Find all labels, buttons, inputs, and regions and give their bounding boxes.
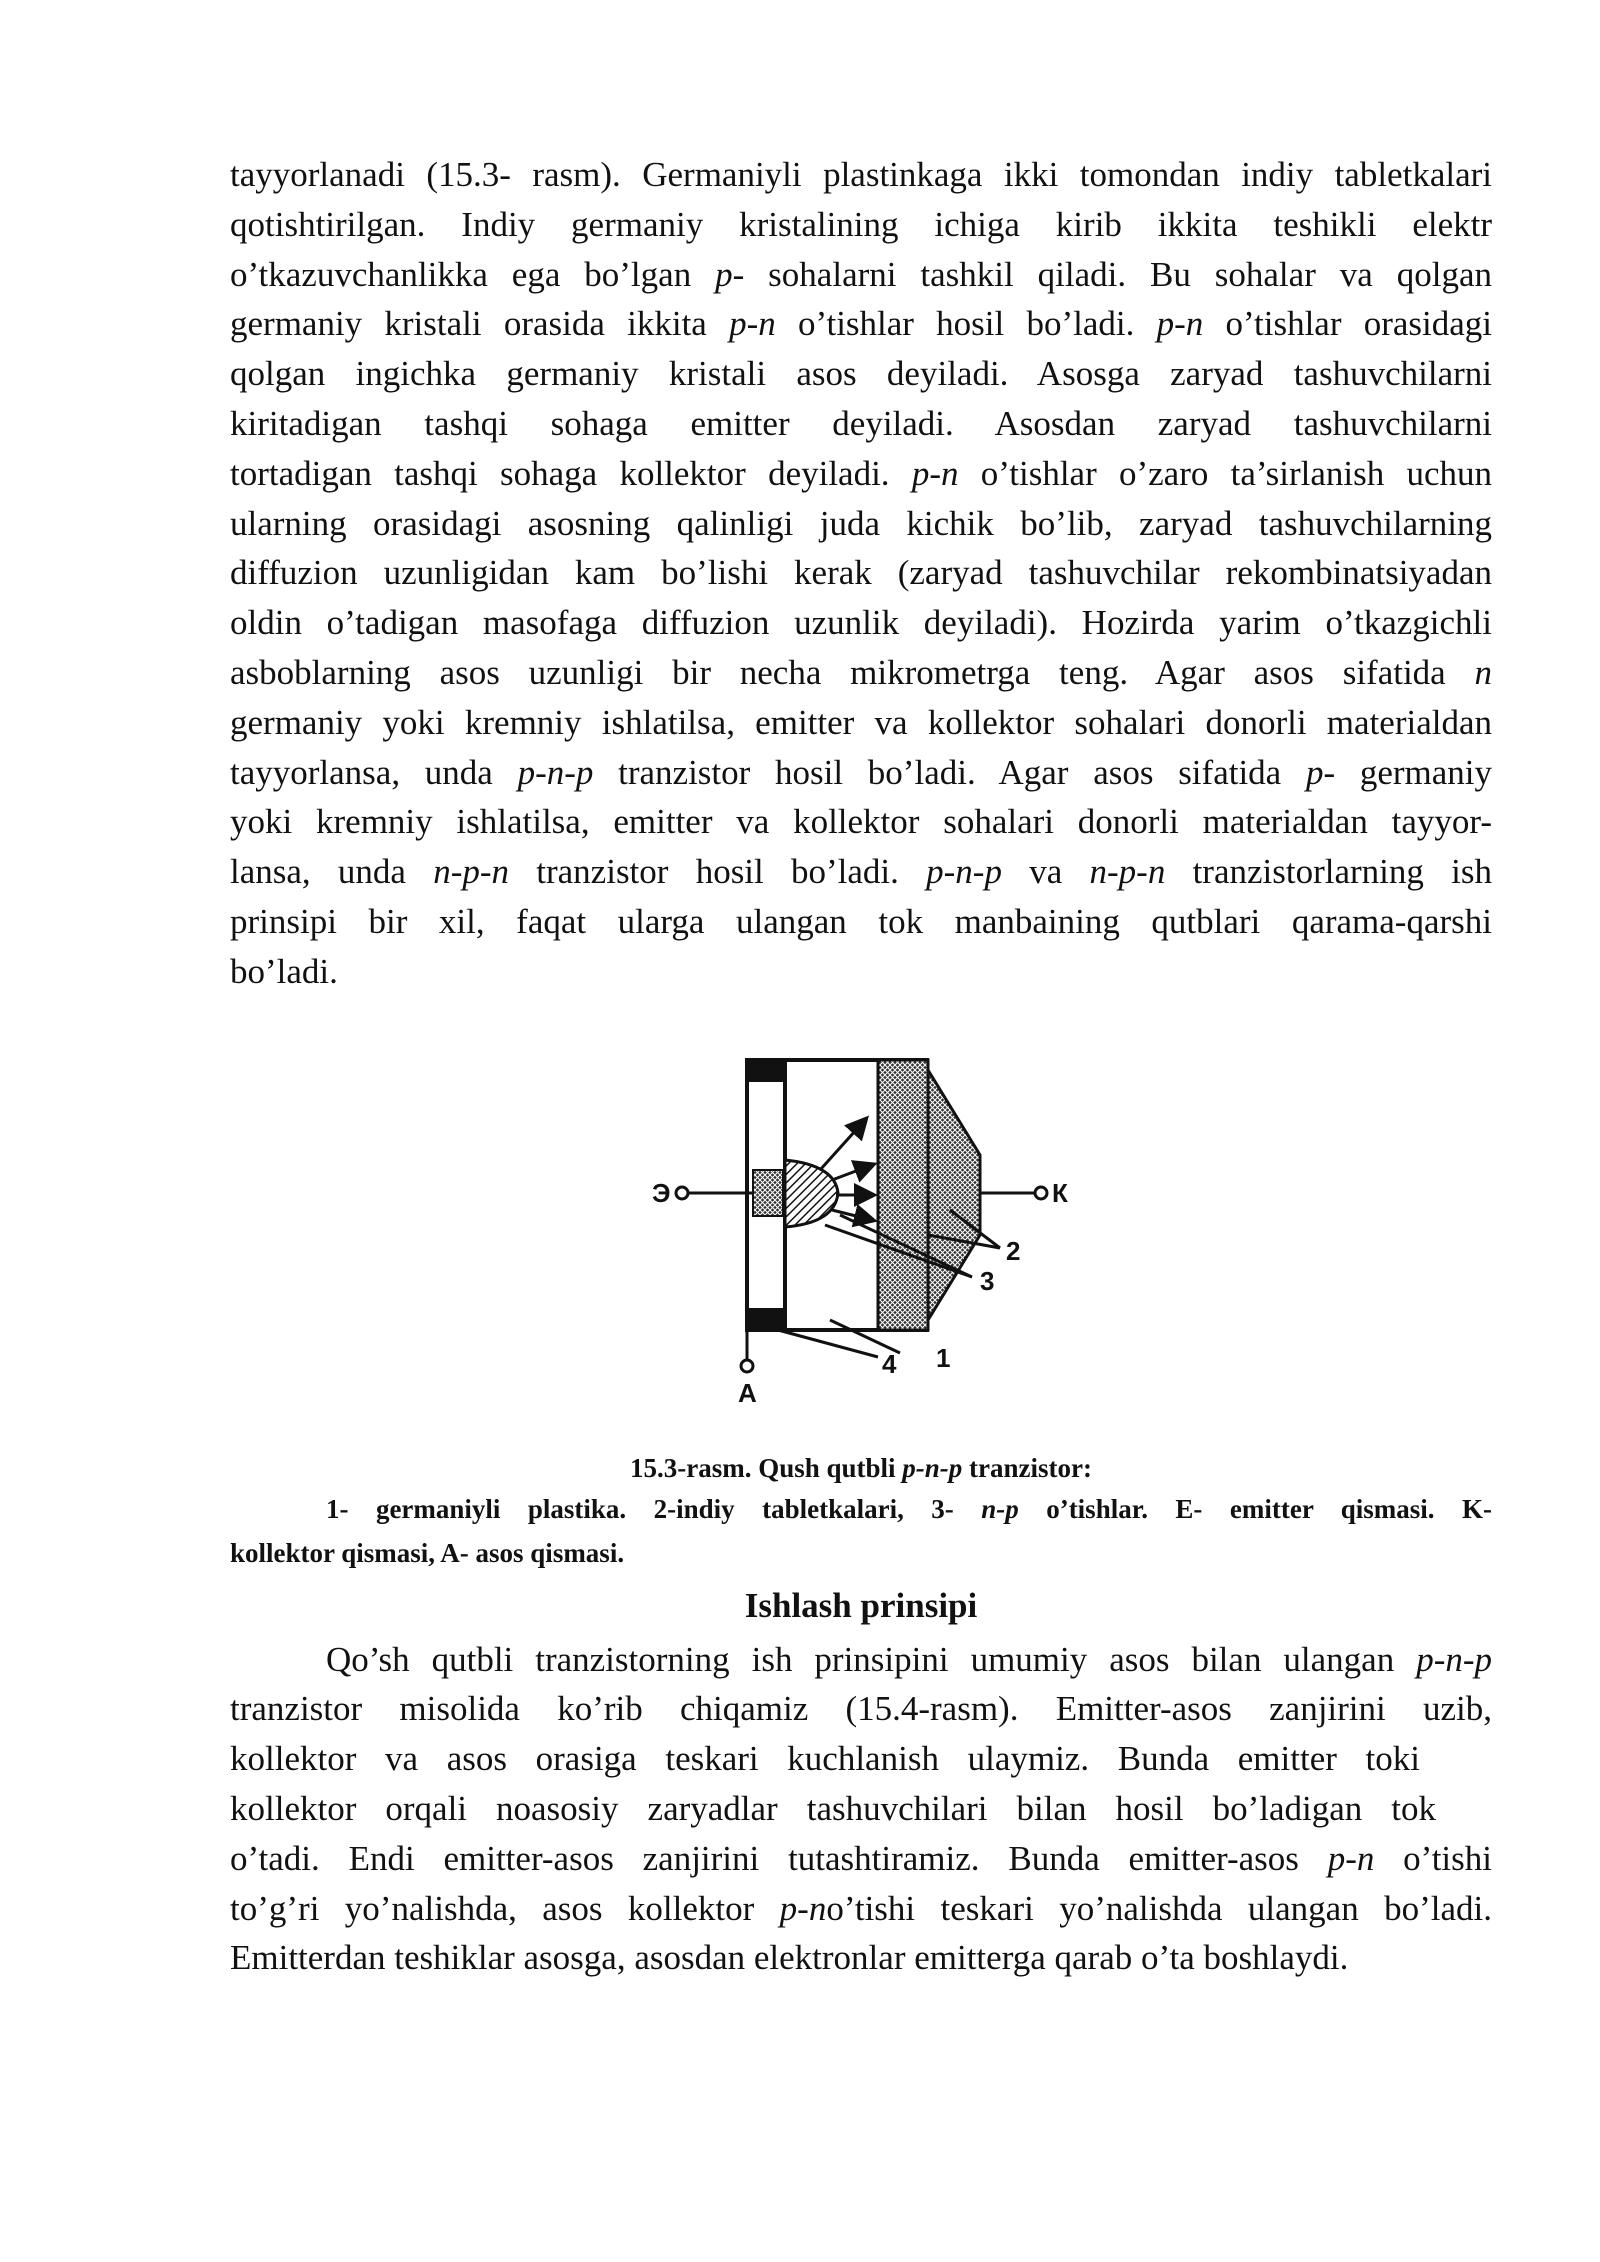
collector-region bbox=[878, 1060, 980, 1330]
label-collector: К bbox=[1052, 1177, 1068, 1208]
text-span: kiritadigan tashqi sohaga emitter deyiladi. Asosdan zaryad tashuvchilarni bbox=[230, 403, 1492, 443]
text-span: bo’ladi. bbox=[230, 951, 338, 991]
italic-term: p-n-p bbox=[902, 1452, 963, 1483]
text-span: o’tishlar. E- emitter qismasi. K- bbox=[1018, 1493, 1492, 1524]
text-span: o’tishi teskari yo’nalishda ulangan bo’ladi. bbox=[826, 1888, 1492, 1928]
paragraph-transistor-structure bbox=[230, 150, 1492, 997]
text-span: - sohalarni tashkil qiladi. Bu sohalar va qolgan bbox=[732, 254, 1492, 294]
text-line bbox=[230, 449, 1492, 499]
text-line bbox=[230, 1834, 1492, 1884]
figure-caption-title bbox=[230, 1449, 1492, 1487]
text-line bbox=[230, 499, 1492, 549]
label-3: 3 bbox=[980, 1265, 995, 1296]
text-span: Emitterdan teshiklar asosga, asosdan elektronlar emitterga qarab o’ta boshlaydi. bbox=[230, 1938, 1349, 1978]
text-span: tortadigan tashqi sohaga kollektor deyiladi. bbox=[230, 453, 912, 493]
text-line bbox=[230, 1635, 1492, 1685]
text-line bbox=[230, 648, 1492, 698]
figure-15-3 bbox=[230, 1055, 1492, 1415]
text-line bbox=[230, 349, 1492, 399]
italic-term: p-n bbox=[779, 1888, 827, 1928]
italic-term: n bbox=[1474, 652, 1492, 692]
text-span: - germaniy bbox=[1323, 752, 1492, 792]
text-line bbox=[230, 947, 1492, 997]
text-span: oldin o’tadigan masofaga diffuzion uzunlik deyiladi). Hozirda yarim o’tkazgichli bbox=[230, 603, 1492, 643]
text-line bbox=[230, 548, 1492, 598]
text-span: ularning orasidagi asosning qalinligi juda kichik bo’lib, zaryad tashuvchilarning bbox=[230, 503, 1492, 543]
text-line bbox=[230, 1487, 1492, 1531]
italic-term: n-p bbox=[981, 1493, 1019, 1524]
text-span: 1- germaniyli plastika. 2-indiy tabletkalari, 3- bbox=[326, 1493, 982, 1524]
text-span: kollektor va asos orasiga teskari kuchlanish ulaymiz. Bunda emitter toki bbox=[230, 1739, 1420, 1779]
text-span: tayyorlansa, unda bbox=[230, 752, 518, 792]
italic-term: p-n bbox=[1156, 304, 1204, 344]
text-span: Qo’sh qutbli tranzistorning ish prinsipini umumiy asos bilan ulangan bbox=[326, 1639, 1417, 1679]
text-span: lansa, unda bbox=[230, 852, 434, 892]
text-line bbox=[230, 748, 1492, 798]
text-span: o’tadi. Endi emitter-asos zanjirini tutashtiramiz. Bunda emitter-asos bbox=[230, 1838, 1328, 1878]
text-span: yoki kremniy ishlatilsa, emitter va kollektor sohalari donorli materialdan tayyor- bbox=[230, 802, 1492, 842]
text-line bbox=[230, 897, 1492, 947]
text-line bbox=[230, 847, 1492, 897]
text-line bbox=[230, 1734, 1492, 1784]
label-2: 2 bbox=[1006, 1235, 1021, 1266]
text-span: o’tishlar o’zaro ta’sirlanish uchun bbox=[958, 453, 1492, 493]
text-line bbox=[230, 299, 1492, 349]
text-line bbox=[230, 797, 1492, 847]
text-span: kollektor orqali noasosiy zaryadlar tashuvchilari bilan hosil bo’ladigan tok bbox=[230, 1788, 1436, 1828]
text-span: o’tishlar hosil bo’ladi. bbox=[775, 304, 1157, 344]
text-line bbox=[230, 698, 1492, 748]
text-span: to’g’ri yo’nalishda, asos kollektor bbox=[230, 1888, 780, 1928]
label-base: А bbox=[738, 1377, 757, 1408]
text-line bbox=[230, 150, 1492, 200]
label-emitter: Э bbox=[652, 1177, 671, 1208]
section-heading: Ishlash prinsipi bbox=[744, 1585, 978, 1625]
text-line bbox=[230, 399, 1492, 449]
italic-term: n-p-n bbox=[433, 852, 510, 892]
text-span: va bbox=[1001, 852, 1090, 892]
text-line bbox=[230, 250, 1492, 300]
text-line bbox=[230, 1684, 1492, 1734]
italic-term: p-n bbox=[729, 304, 776, 344]
text-span: o’tishi bbox=[1374, 1838, 1492, 1878]
text-span: germaniy kristali orasida ikkita bbox=[230, 304, 730, 344]
text-span: tranzistor: bbox=[962, 1452, 1092, 1483]
text-span: tayyorlanadi (15.3- rasm). Germaniyli plastinkaga ikki tomondan indiy tabletkalari bbox=[230, 155, 1492, 194]
text-line bbox=[230, 1784, 1492, 1834]
italic-term: p-n-p bbox=[1416, 1639, 1492, 1679]
text-span: qotishtirilgan. Indiy germaniy kristalining ichiga kirib ikkita teshikli elektr bbox=[230, 204, 1492, 244]
text-span: kollektor qismasi, A- asos qismasi. bbox=[230, 1537, 625, 1568]
italic-term: n-p-n bbox=[1089, 852, 1166, 892]
text-line bbox=[230, 1933, 1492, 1983]
text-span: diffuzion uzunligidan kam bo’lishi kerak (zaryad tashuvchilar rekombinatsiyadan bbox=[230, 553, 1492, 593]
paragraph-working-principle bbox=[230, 1635, 1492, 1984]
text-span: prinsipi bir xil, faqat ularga ulangan tok manbaining qutblari qarama-qarshi bbox=[230, 901, 1492, 941]
text-span: 15.3-rasm. Qush qutbli bbox=[629, 1452, 903, 1483]
italic-term: p-n-p bbox=[926, 852, 1002, 892]
italic-term: p-n bbox=[1327, 1838, 1375, 1878]
text-line bbox=[230, 598, 1492, 648]
document-page bbox=[230, 150, 1492, 1983]
text-span: o’tishlar orasidagi bbox=[1203, 304, 1492, 344]
text-span: asboblarning asos uzunligi bir necha mikrometrga teng. Agar asos sifatida bbox=[230, 652, 1475, 692]
text-span: tranzistor hosil bo’ladi. Agar asos sifatida bbox=[593, 752, 1306, 792]
text-span: tranzistorlarning ish bbox=[1165, 852, 1492, 892]
figure-caption-body bbox=[230, 1487, 1492, 1575]
text-span: tranzistor misolida ko’rib chiqamiz (15.4-rasm). Emitter-asos zanjirini uzib, bbox=[230, 1689, 1492, 1729]
italic-term: p-n bbox=[911, 453, 959, 493]
text-line bbox=[230, 1531, 1492, 1575]
text-line bbox=[230, 200, 1492, 250]
text-span: tranzistor hosil bo’ladi. bbox=[509, 852, 927, 892]
label-4: 4 bbox=[882, 1348, 897, 1379]
text-line bbox=[230, 1884, 1492, 1934]
text-span: qolgan ingichka germaniy kristali asos deyiladi. Asosga zaryad tashuvchilarni bbox=[230, 354, 1492, 394]
label-1: 1 bbox=[936, 1342, 951, 1373]
text-span: o’tkazuvchanlikka ega bo’lgan bbox=[230, 254, 716, 294]
transistor-diagram bbox=[650, 1055, 1080, 1415]
italic-term: p bbox=[715, 254, 733, 294]
italic-term: p bbox=[1305, 752, 1324, 792]
italic-term: p-n-p bbox=[517, 752, 594, 792]
text-span: germaniy yoki kremniy ishlatilsa, emitter va kollektor sohalari donorli materialdan bbox=[230, 702, 1492, 742]
